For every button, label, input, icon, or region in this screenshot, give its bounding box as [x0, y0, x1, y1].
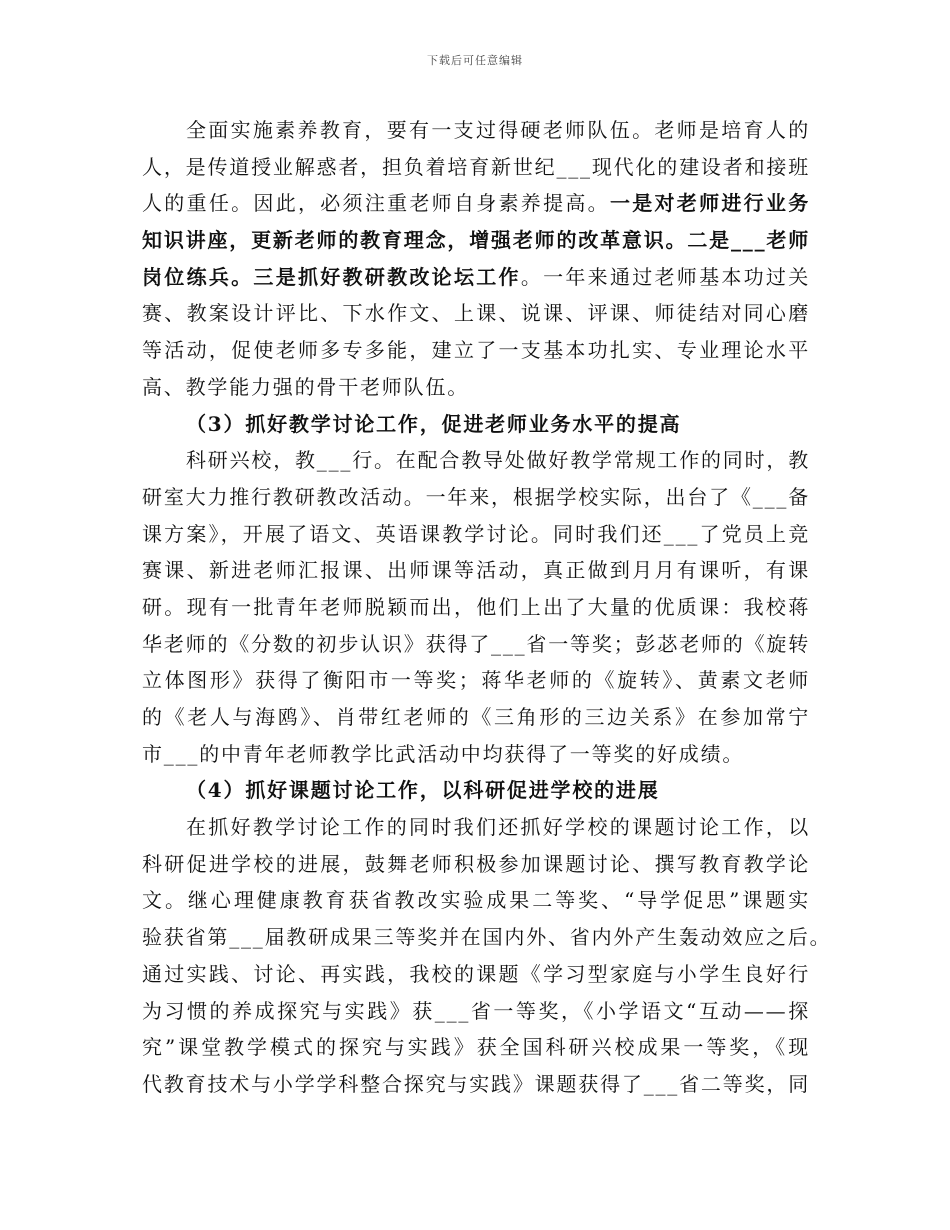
text-line [142, 662, 810, 699]
text-line [142, 699, 810, 736]
text-segment: 人，是传道授业解惑者，担负着培育新世纪___现代化的建设者和接班 [142, 154, 810, 179]
text-line [142, 112, 810, 149]
text-segment: 研。现有一批青年老师脱颖而出，他们上出了大量的优质课：我校蒋 [142, 594, 810, 619]
text-line [142, 332, 810, 369]
text-line [142, 1066, 810, 1103]
text-line [142, 259, 810, 296]
text-line [142, 552, 810, 589]
bold-text-segment: 一是对老师进行业务 [609, 191, 810, 216]
text-line [142, 295, 810, 332]
text-segment: 的《老人与海鸥》、肖带红老师的《三角形的三边关系》在参加常宁 [142, 705, 810, 729]
text-line [142, 589, 810, 626]
text-line [142, 479, 810, 516]
text-line [142, 993, 810, 1030]
text-line [142, 369, 810, 406]
text-line [142, 956, 810, 993]
text-segment: 科研促进学校的进展，鼓舞老师积极参加课题讨论、撰写教育教学论 [142, 851, 810, 876]
text-segment: 高、教学能力强的骨干老师队伍。 [142, 374, 469, 399]
text-line [142, 919, 832, 956]
text-line [142, 736, 810, 773]
text-segment: 课方案》，开展了语文、英语课教学讨论。同时我们还___了党员上竞 [142, 521, 810, 546]
text-line [142, 442, 810, 479]
text-segment: 人的重任。因此，必须注重老师自身素养提高。 [142, 191, 610, 216]
text-segment: 为习惯的养成探究与实践》获___省一等奖，《小学语文“互动——探 [142, 998, 810, 1023]
text-segment: 赛、教案设计评比、下水作文、上课、说课、评课、师徒结对同心磨 [142, 301, 810, 326]
bold-text-segment: （3）抓好教学讨论工作，促进老师业务水平的提高 [186, 411, 682, 436]
text-line [142, 516, 810, 553]
text-line [142, 149, 810, 186]
text-segment: 市___的中青年老师教学比武活动中均获得了一等奖的好成绩。 [142, 741, 745, 766]
text-line [142, 846, 810, 883]
text-segment: 华老师的《分数的初步认识》获得了___省一等奖；彭苾老师的《旋转 [142, 631, 810, 656]
bold-text-segment: 知识讲座，更新老师的教育理念，增强老师的改革意识。二是___老师 [142, 228, 810, 253]
text-segment: 科研兴校，教___行。在配合教导处做好教学常规工作的同时，教 [186, 448, 810, 473]
text-line [142, 1029, 810, 1066]
text-line [142, 222, 810, 259]
text-segment: 在抓好教学讨论工作的同时我们还抓好学校的课题讨论工作，以 [186, 815, 810, 840]
text-line [142, 809, 810, 846]
text-line [142, 882, 810, 919]
document-body [142, 112, 832, 1103]
text-segment: 。一年来通过老师基本功过关 [520, 264, 810, 289]
text-segment: 立体图形》获得了衡阳市一等奖；蒋华老师的《旋转》、黄素文老师 [142, 668, 810, 693]
text-segment: 究”课堂教学模式的探究与实践》获全国科研兴校成果一等奖，《现 [142, 1035, 810, 1060]
text-segment: 代教育技术与小学学科整合探究与实践》课题获得了___省二等奖，同 [142, 1071, 810, 1096]
text-line [142, 626, 810, 663]
text-segment: 赛课、新进老师汇报课、出师课等活动，真正做到月月有课听，有课 [142, 558, 810, 583]
text-segment: 等活动，促使老师多专多能，建立了一支基本功扎实、专业理论水平 [142, 338, 810, 363]
bold-text-segment: （4）抓好课题讨论工作，以科研促进学校的进展 [186, 778, 660, 803]
text-segment: 通过实践、讨论、再实践，我校的课题《学习型家庭与小学生良好行 [142, 961, 810, 986]
text-segment: 验获省第___届教研成果三等奖并在国内外、省内外产生轰动效应之后。 [142, 925, 832, 950]
text-segment: 研室大力推行教研教改活动。一年来，根据学校实际，出台了《___备 [142, 484, 810, 509]
bold-text-segment: 岗位练兵。三是抓好教研教改论坛工作 [142, 264, 521, 289]
text-line [142, 772, 810, 809]
text-segment: 全面实施素养教育，要有一支过得硬老师队伍。老师是培育人的 [186, 118, 810, 142]
text-line [142, 185, 810, 222]
text-segment: 文。继心理健康教育获省教改实验成果二等奖、“导学促思”课题实 [142, 888, 810, 913]
text-line [142, 406, 810, 443]
page-header: 下载后可任意编辑 [427, 54, 523, 67]
